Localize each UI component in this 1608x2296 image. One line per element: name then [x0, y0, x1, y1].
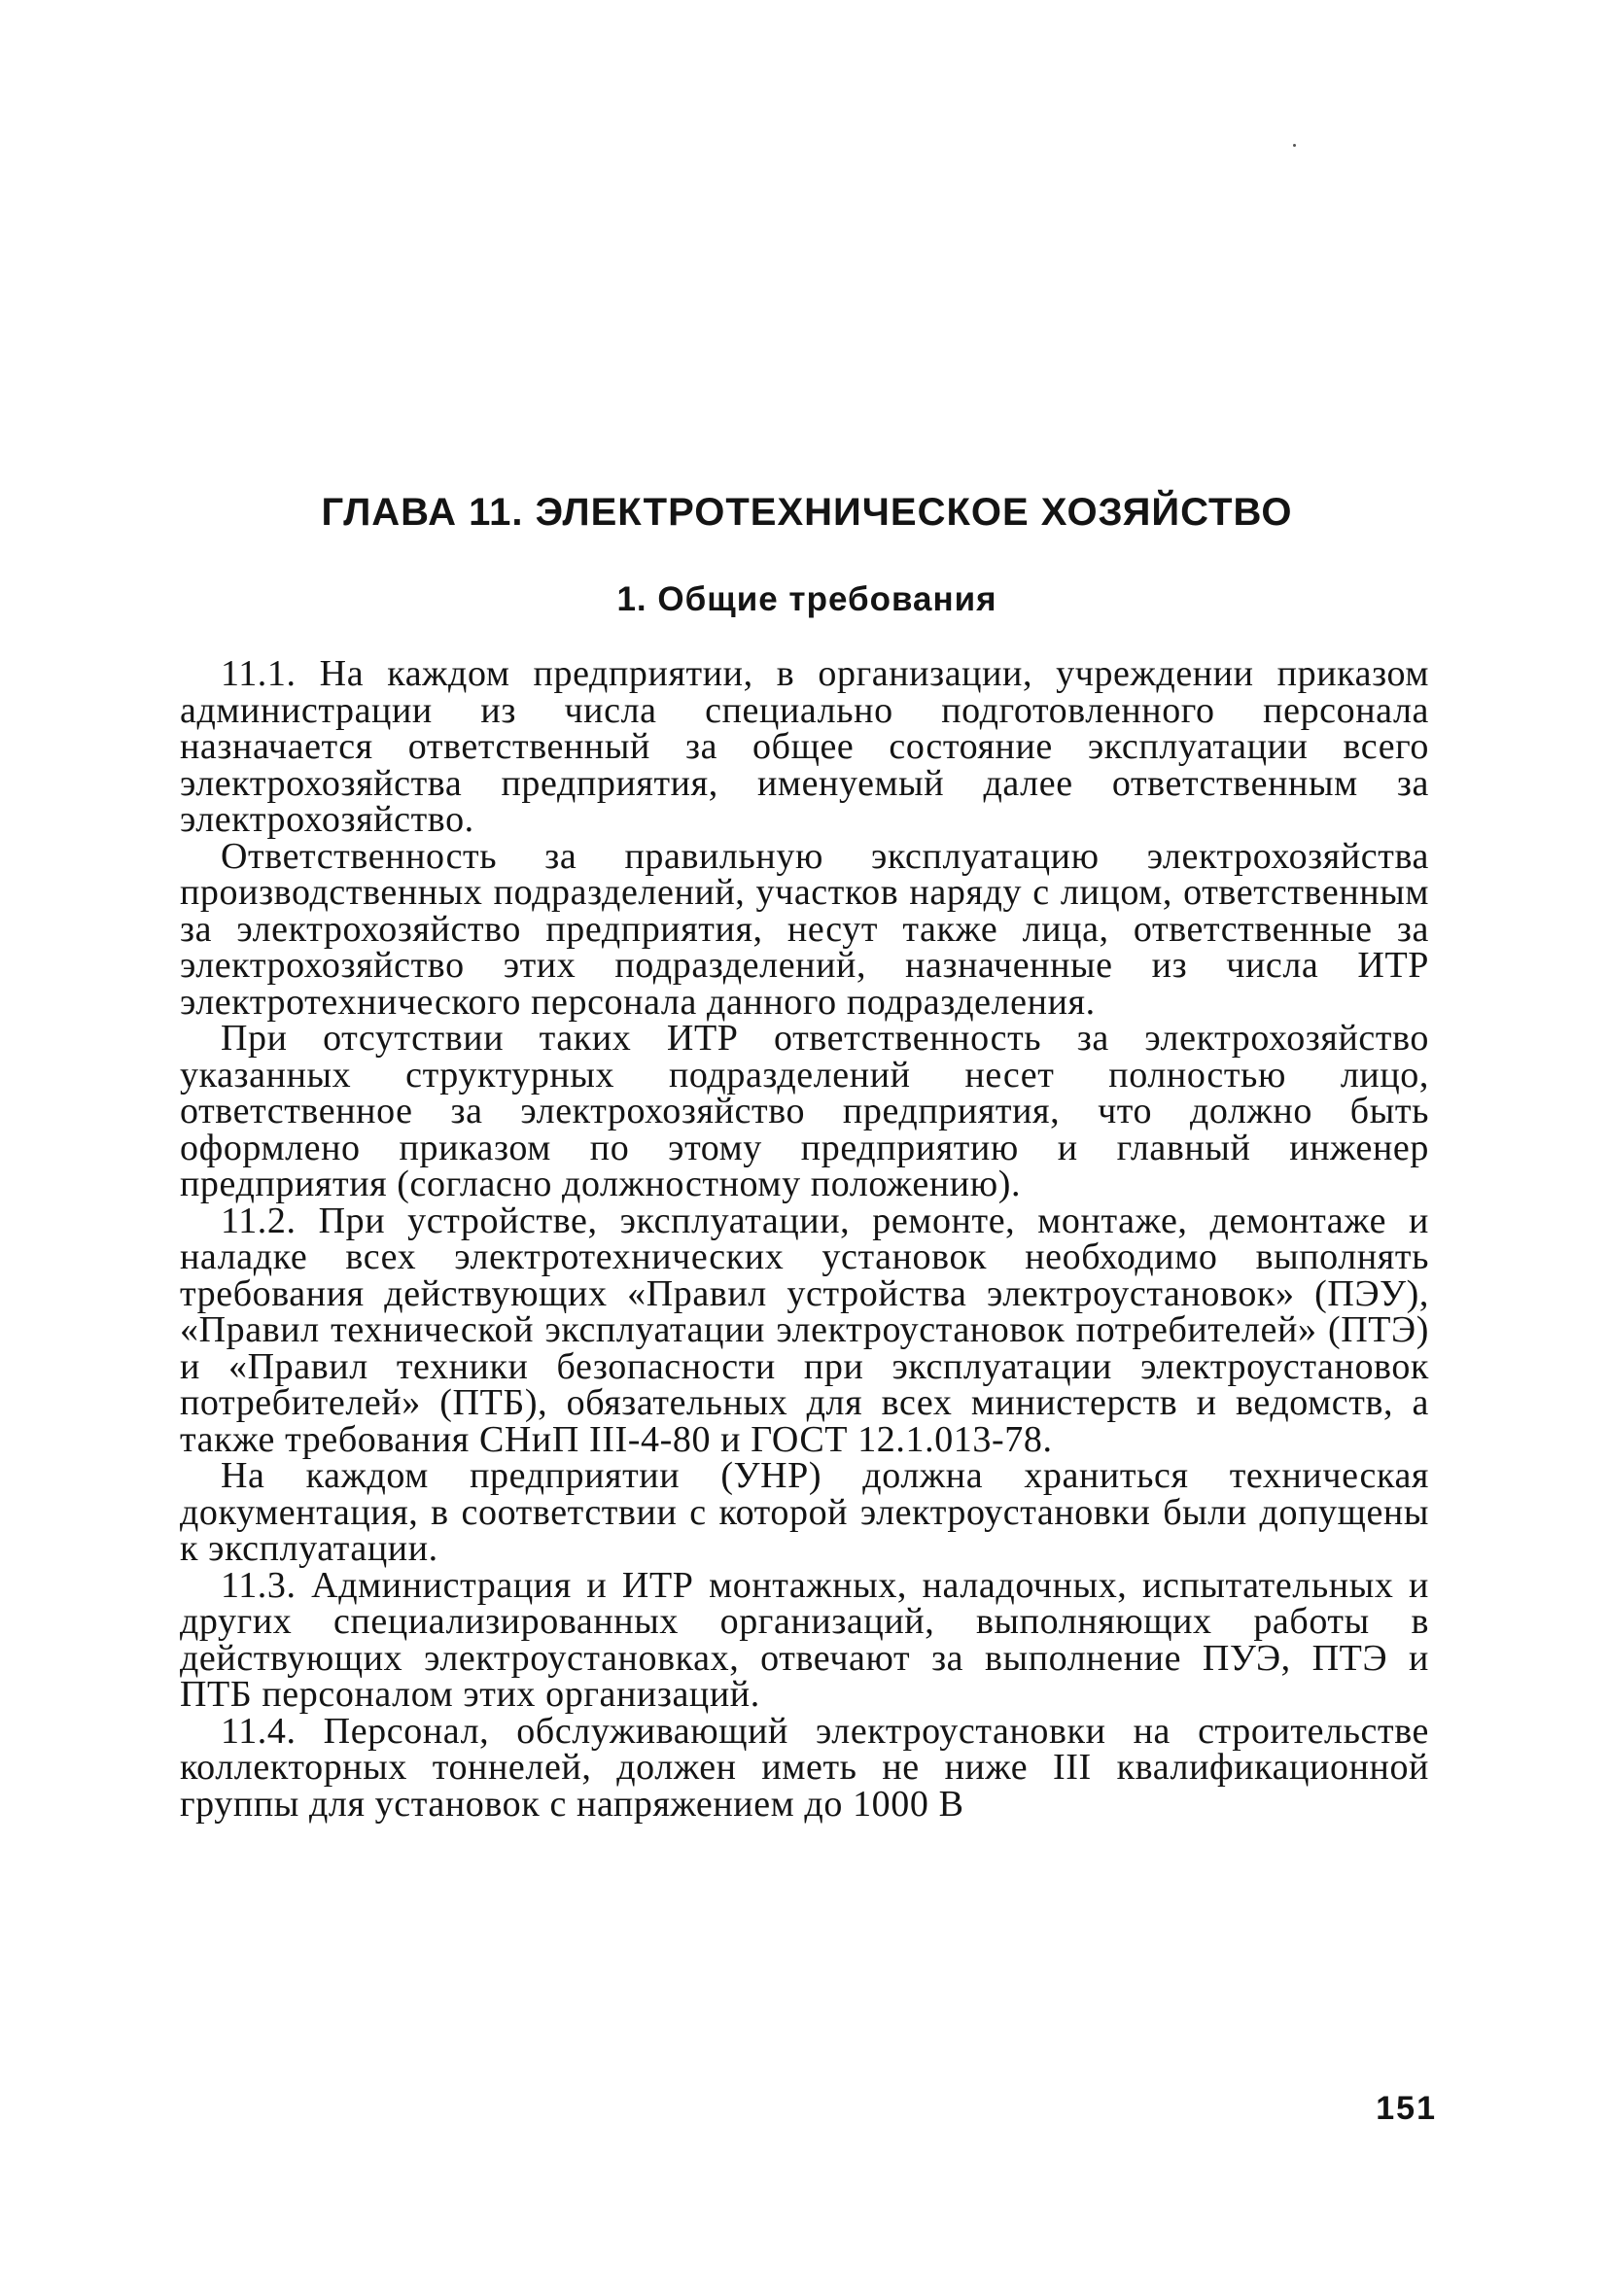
paragraph-documentation: На каждом предприятии (УНР) должна храниться техническая документация, в соответствии с которой электроустановки были допущены к эксплуатации. — [180, 1455, 1429, 1569]
paragraph-11-4: 11.4. Персонал, обслуживающий электроустановки на строительстве коллекторных тоннелей, должен иметь не ниже III квалификационной группы для установок с напряжением до 1000 В — [180, 1710, 1429, 1825]
chapter-title: ГЛАВА 11. ЭЛЕКТРОТЕХНИЧЕСКОЕ ХОЗЯЙСТВО — [321, 491, 1293, 534]
paragraph-11-3: 11.3. Администрация и ИТР монтажных, наладочных, испытательных и других специализированных организаций, выполняющих работы в действующих электроустановках, отвечают за выполнение ПУЭ, ПТЭ и ПТБ персоналом этих организаций. — [180, 1564, 1429, 1715]
paragraph-absence-itr: При отсутствии таких ИТР ответственность за электрохозяйство указанных структурных подразделений несет полностью лицо, ответственное за электрохозяйство предприятия, что должно быть оформлено приказом по этому предприятию и главный инженер предприятия (согласно должностному положению). — [180, 1018, 1429, 1204]
paragraph-11-1: 11.1. На каждом предприятии, в организации, учреждении приказом администрации из числа специально подготовленного персонала назначается ответственный за общее состояние эксплуатации всего электрохозяйства предприятия, именуемый далее ответственным за электрохозяйство. — [180, 653, 1429, 840]
scan-speck — [1293, 144, 1296, 147]
section-title: 1. Общие требования — [616, 580, 997, 618]
paragraph-responsibility: Ответственность за правильную эксплуатацию электрохозяйства производственных подразделений, участков наряду с лицом, ответственным за электрохозяйство предприятия, несут также лица, ответственные за электрохозяйство этих подразделений, назначенные из числа ИТР электротехнического персонала данного подразделения. — [180, 835, 1429, 1023]
page-number: 151 — [1376, 2090, 1437, 2127]
body-text — [180, 653, 1429, 1825]
paragraph-11-2: 11.2. При устройстве, эксплуатации, ремонте, монтаже, демонтаже и наладке всех электротехнических установок необходимо выполнять требования действующих «Правил устройства электроустановок» (ПЭУ), «Правил технической эксплуатации электроустановок потребителей» (ПТЭ) и «Правил техники безопасности при эксплуатации электроустановок потребителей» (ПТБ), обязательных для всех министерств и ведомств, а также требования СНиП III-4-80 и ГОСТ 12.1.013-78. — [180, 1200, 1429, 1460]
